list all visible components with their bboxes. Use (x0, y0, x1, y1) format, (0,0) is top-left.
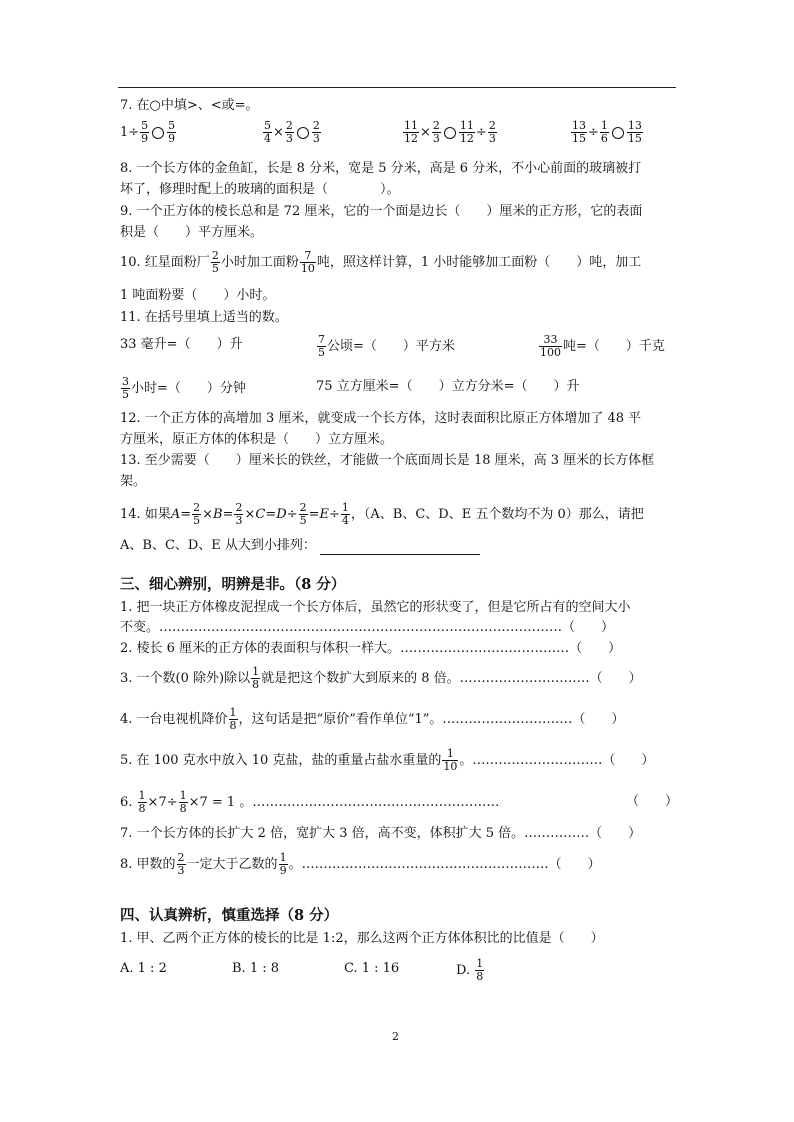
s3-item8: 8. 甲数的 $\frac{2}{3}$ 一定大于乙数的 $\frac{1}{9}$ 。…………………………………………………（ ） (120, 851, 601, 877)
compare-circle[interactable] (444, 127, 456, 139)
header-rule (118, 87, 676, 88)
s4-option-b[interactable]: B. 1 : 8 (232, 961, 280, 976)
s4-q1: 1. 甲、乙两个正方体的棱长的比是 1:2，那么这两个正方体体积比的比值是（ ） (120, 931, 604, 946)
compare-circle[interactable] (152, 127, 164, 139)
s3-item1-line2: 不变。…………………………………………………………………………………（ ） (120, 620, 615, 635)
q7-heading: 7. 在○中填>、<或=。 (120, 98, 259, 113)
compare-circle[interactable] (297, 127, 309, 139)
q7-c: $\frac{11}{12}$ × $\frac{2}{3}$ $\frac{11}{12}$ ÷ $\frac{2}{3}$ (404, 119, 496, 145)
q10-line1: 10. 红星面粉厂 $\frac{2}{5}$ 小时加工面粉 $\frac{7}{10}$ 吨，照这样计算，1 小时能够加工面粉（ ）吨，加工 (120, 249, 642, 275)
section4-title: 四、认真辨析，慎重选择（8 分） (120, 907, 339, 924)
s3-item7: 7. 一个长方体的长扩大 2 倍，宽扩大 3 倍，高不变，体积扩大 5 倍。……………（ ） (120, 826, 642, 841)
q11-d: $\frac{3}{5}$ 小时=（ ）分钟 (122, 375, 246, 401)
q7-d: $\frac{13}{15}$ ÷ $\frac{1}{6}$ $\frac{13}{15}$ (572, 119, 642, 145)
q11-b: $\frac{7}{5}$ 公顷=（ ）平方米 (318, 333, 455, 359)
s3-item4: 4. 一台电视机降价 $\frac{1}{8}$ ，这句话是把“原价”看作单位“1”。…………………………（ ） (120, 706, 625, 732)
q11-c: $\frac{33}{100}$ 吨=（ ）千克 (540, 333, 665, 359)
s3-item1-line1: 1. 把一块正方体橡皮泥捏成一个长方体后，虽然它的形状变了，但是它所占有的空间大小 (120, 600, 631, 615)
q7-a: 1÷ $\frac{5}{9}$ $\frac{5}{9}$ (120, 119, 176, 145)
s3-item6: 6. $\frac{1}{8}$ ×7÷ $\frac{1}{8}$ ×7 = 1 。………………………………………………… (120, 789, 500, 815)
s3-item5: 5. 在 100 克水中放入 10 克盐，盐的重量占盐水重量的 $\frac{1}{10}$ 。…………………………（ ） (120, 747, 655, 773)
q11-a: 33 毫升=（ ）升 (120, 337, 243, 352)
q14-line2: A、B、C、D、E 从大到小排列： (120, 537, 480, 555)
q9-line1: 9. 一个正方体的棱长总和是 72 厘米，它的一个面是边长（ ）厘米的正方形，它的表面 (120, 204, 643, 219)
q12-line2: 方厘米，原正方体的体积是（ ）立方厘米。 (120, 432, 394, 447)
page-number: 2 (392, 1030, 399, 1043)
q11-heading: 11. 在括号里填上适当的数。 (120, 310, 288, 325)
q10-line2: 1 吨面粉要（ ）小时。 (120, 288, 276, 303)
q9-line2: 积是（ ）平方厘米。 (120, 225, 264, 240)
q14-line1: 14. 如果A= $\frac{2}{5}$ ×B= $\frac{2}{3}$ ×C=D÷ $\frac{2}{5}$ =E÷ $\frac{1}{4}$ ，（A、B、C、D、E 五个数均不为 0）那么，请把 (120, 501, 644, 527)
s3-item6-paren: （ ） (626, 794, 679, 809)
answer-blank[interactable] (320, 540, 480, 555)
q7-b: $\frac{5}{4}$ × $\frac{2}{3}$ $\frac{2}{3}$ (264, 119, 320, 145)
q13-line1: 13. 至少需要（ ）厘米长的铁丝，才能做一个底面周长是 18 厘米，高 3 厘米的长方体框 (120, 453, 655, 468)
s3-item2: 2. 棱长 6 厘米的正方体的表面积与体积一样大。…………………………………（ ） (120, 641, 622, 656)
q11-e: 75 立方厘米=（ ）立方分米=（ ）升 (316, 379, 580, 394)
q12-line1: 12. 一个正方体的高增加 3 厘米，就变成一个长方体，这时表面积比原正方体增加了 48 平 (120, 411, 642, 426)
q13-line2: 架。 (120, 474, 147, 489)
s3-item3: 3. 一个数(0 除外)除以 $\frac{1}{8}$ 就是把这个数扩大到原来的 8 倍。…………………………（ ） (120, 665, 642, 691)
compare-circle[interactable] (612, 127, 624, 139)
section3-title: 三、细心辨别，明辨是非。（8 分） (120, 576, 346, 593)
s4-option-d[interactable]: D. $\frac{1}{8}$ (456, 957, 484, 983)
s4-option-c[interactable]: C. 1 : 16 (344, 961, 400, 976)
q8-line2: 坏了，修理时配上的玻璃的面积是（ ）。 (120, 182, 400, 197)
q8-line1: 8. 一个长方体的金鱼缸，长是 8 分米，宽是 5 分米，高是 6 分米，不小心前面的玻璃被打 (120, 161, 642, 176)
s4-option-a[interactable]: A. 1 : 2 (120, 961, 167, 976)
